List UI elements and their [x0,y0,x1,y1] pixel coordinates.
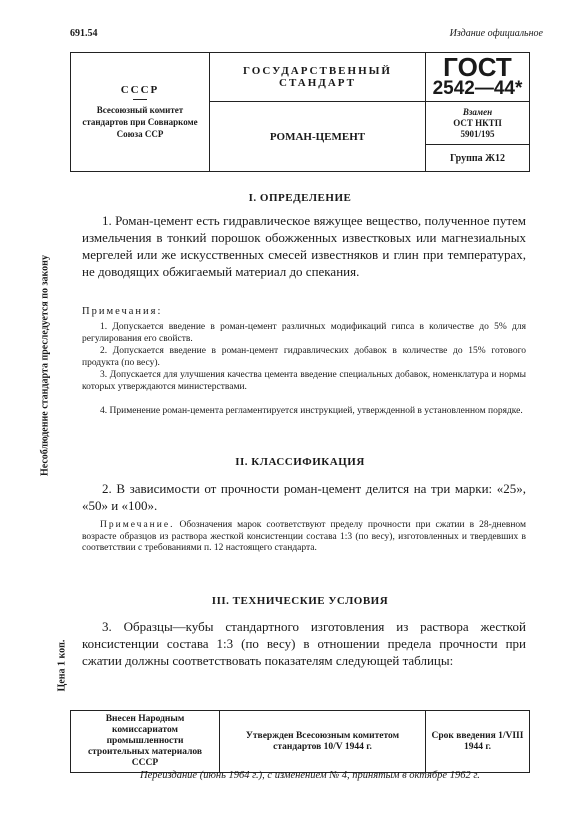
divider [133,99,147,100]
gost-number: 2542—44* [432,78,523,99]
approved-by: Утвержден Всесоюзным комитетом стандартов 10/V 1944 г. [220,711,426,773]
header-org-cell [71,53,210,172]
introduced-by: Внесен Народным комиссариатом промышленности строительных материалов СССР [71,711,220,773]
reissue-note: Переиздание (июнь 1964 г.), с изменением № 4, принятым в октябре 1962 г. [140,770,480,781]
document-code: 691.54 [70,28,98,39]
paragraph-2: 2. В зависимости от прочности роман-цемент делится на три марки: «25», «50» и «100». [82,481,526,513]
note-label: Примечание. [100,520,175,530]
document-title: РОМАН-ЦЕМЕНТ [269,130,366,143]
notes-label [82,306,526,318]
gost-label: ГОСТ [443,52,512,82]
note-2: 2. Допускается введение в роман-цемент гидравлических добавок в количестве до 15% готового продукта (по весу). [82,346,526,368]
header-table [70,52,530,172]
gost-cell [426,53,530,102]
country-label: СССР [120,84,160,96]
footer-table [70,710,530,773]
replaces-code: ОСТ НКТП [453,117,502,128]
paragraph-3: 3. Образцы—кубы стандартного изготовления из раствора жесткой консистенции состава 1:3 (по весу) в отношении предела прочности при сжатии должны соответствовать показателям следующей таблицы: [82,619,526,668]
title-cell [210,102,426,172]
section-3-heading: III. ТЕХНИЧЕСКИЕ УСЛОВИЯ [211,595,389,607]
effective-date: Срок введения 1/VIII 1944 г. [426,711,530,773]
gs-line1: ГОСУДАРСТВЕННЫЙ [243,65,392,77]
note-3: 3. Допускается для улучшения качества цемента введение специальных добавок, номенклатура и нормы которых утверждаются министерствами. [82,370,526,392]
note-text: Обозначения марок соответствуют пределу прочности при сжатии в 28-дневном возрасте образцов из раствора жесткой консистенции состава 1:3 (по весу), изготовленных и твердевших в соответствии с требованиями п. 12 настоящего стандарта. [82,520,527,553]
paragraph-1: 1. Роман-цемент есть гидравлическое вяжущее вещество, полученное путем измельчения в тонкий порошок обожженных известковых или магнезиальных мергелей или же искусственных смесей известняков и глин при температурах, не доводящих обжигаемый материал до спекания. [82,213,526,279]
header-gs-cell [210,53,426,102]
legal-warning: Несоблюдение стандарта преследуется по закону [39,255,51,476]
notes-label-text: Примечания: [82,306,163,317]
committee-name: Всесоюзный комитет стандартов при Совнаркоме Союза ССР [82,105,198,139]
classification-note [82,520,526,555]
section-2-heading: II. КЛАССИФИКАЦИЯ [235,456,365,468]
note-4: 4. Применение роман-цемента регламентируется инструкцией, утвержденной в установленном порядке. [100,406,523,416]
section-1-heading: I. ОПРЕДЕЛЕНИЕ [248,192,352,204]
group-label: Группа Ж12 [449,152,506,164]
gs-line2: СТАНДАРТ [279,77,356,89]
edition-label: Издание официальное [449,28,543,39]
price-label: Цена 1 коп. [56,639,68,692]
replaces-label: Взамен [462,106,493,117]
replaces-cell [426,102,530,145]
replaces-num: 5901/195 [460,128,495,139]
group-cell [426,145,530,172]
note-1: 1. Допускается введение в роман-цемент различных модификаций гипса в количестве до 5% для регулирования его свойств. [82,322,526,344]
